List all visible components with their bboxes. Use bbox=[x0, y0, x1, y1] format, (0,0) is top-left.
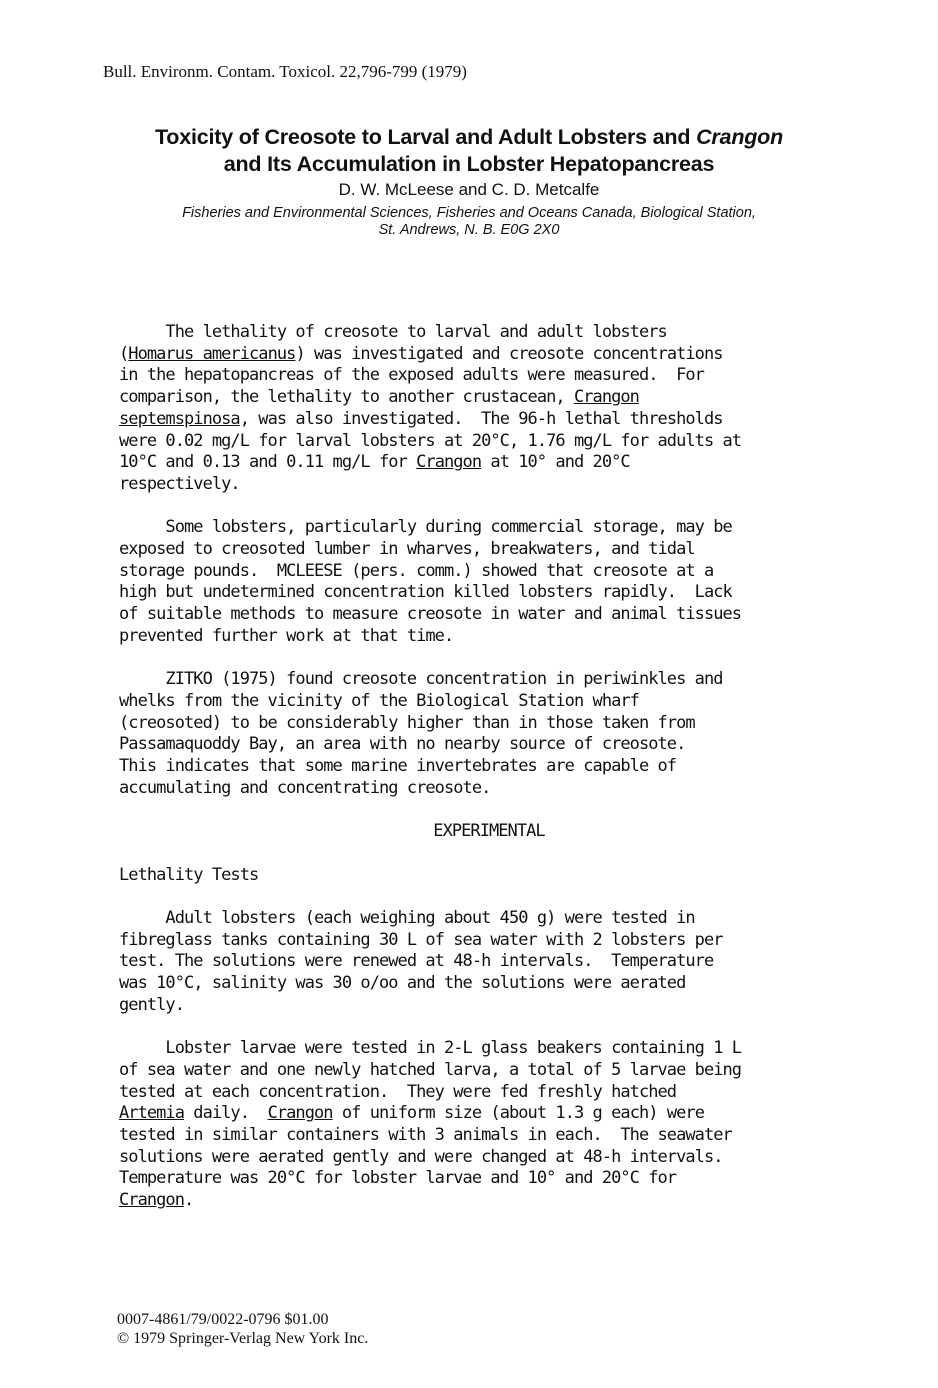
title-line-1-text: Toxicity of Creosote to Larval and Adult Lobsters and bbox=[154, 125, 697, 149]
paragraph-gap bbox=[119, 843, 859, 865]
text-line: gently. bbox=[119, 994, 184, 1015]
text-line: were 0.02 mg/L for larval lobsters at 20°C, 1.76 mg/L for adults at bbox=[119, 430, 742, 451]
text-line: high but undetermined concentration killed lobsters rapidly. Lack bbox=[119, 582, 732, 603]
text-line: Adult lobsters (each weighing about 450 g) were tested in bbox=[119, 907, 695, 928]
text-line: whelks from the vicinity of the Biological Station wharf bbox=[119, 690, 639, 711]
abstract-paragraph bbox=[119, 322, 859, 496]
text-line: prevented further work at that time. bbox=[119, 625, 454, 646]
text-line: of sea water and one newly hatched larva, a total of 5 larvae being bbox=[119, 1059, 742, 1080]
text-line: Lobster larvae were tested in 2-L glass beakers containing 1 L bbox=[119, 1038, 742, 1059]
paragraph-gap bbox=[119, 496, 859, 518]
text-line: was 10°C, salinity was 30 o/oo and the solutions were aerated bbox=[119, 973, 686, 994]
affiliation-line-2: St. Andrews, N. B. E0G 2X0 bbox=[378, 222, 560, 238]
species-name: septemspinosa bbox=[119, 408, 240, 429]
affiliation-line-1: Fisheries and Environmental Sciences, Fisheries and Oceans Canada, Biological Station, bbox=[182, 205, 756, 221]
copyright-line: © 1979 Springer-Verlag New York Inc. bbox=[117, 1330, 369, 1347]
text-line bbox=[119, 344, 859, 366]
text-line: exposed to creosoted lumber in wharves, breakwaters, and tidal bbox=[119, 539, 695, 560]
paragraph-gap bbox=[119, 799, 859, 821]
copyright-footer bbox=[117, 1310, 368, 1348]
text-line bbox=[119, 452, 859, 474]
species-name: Homarus americanus bbox=[128, 343, 296, 364]
text-line: Temperature was 20°C for lobster larvae and 10° and 20°C for bbox=[119, 1168, 677, 1189]
paper-title bbox=[60, 124, 878, 178]
text-line: This indicates that some marine invertebrates are capable of bbox=[119, 756, 677, 777]
text-fragment: ) was investigated and creosote concentrations bbox=[295, 343, 723, 364]
text-fragment: ( bbox=[119, 343, 129, 364]
text-line bbox=[119, 1190, 859, 1212]
text-fragment: 10°C and 0.13 and 0.11 mg/L for bbox=[119, 452, 417, 473]
text-line: of suitable methods to measure creosote in water and animal tissues bbox=[119, 604, 742, 625]
issn-line: 0007-4861/79/0022-0796 $01.00 bbox=[117, 1311, 329, 1328]
section-heading: EXPERIMENTAL bbox=[433, 821, 545, 842]
text-line bbox=[119, 409, 859, 431]
title-line-2: and Its Accumulation in Lobster Hepatopancreas bbox=[223, 152, 715, 176]
text-line: respectively. bbox=[119, 473, 240, 494]
body-text bbox=[119, 322, 859, 1212]
affiliation bbox=[60, 205, 878, 239]
title-italic-genus: Crangon bbox=[696, 125, 784, 149]
authors: D. W. McLeese and C. D. Metcalfe bbox=[338, 180, 600, 199]
species-name: Crangon bbox=[416, 452, 482, 473]
paragraph-3 bbox=[119, 669, 859, 799]
text-line bbox=[119, 1103, 859, 1125]
text-line: ZITKO (1975) found creosote concentration in periwinkles and bbox=[119, 669, 723, 690]
text-line: Some lobsters, particularly during commercial storage, may be bbox=[119, 517, 732, 538]
paragraph-gap bbox=[119, 886, 859, 908]
text-line: accumulating and concentrating creosote. bbox=[119, 777, 491, 798]
paragraph-4 bbox=[119, 908, 859, 1017]
title-line-1 bbox=[60, 124, 878, 151]
text-line: tested in similar containers with 3 animals in each. The seawater bbox=[119, 1124, 732, 1145]
paragraph-gap bbox=[119, 1016, 859, 1038]
text-fragment: comparison, the lethality to another crustacean, bbox=[119, 387, 574, 408]
species-name: Crangon bbox=[119, 1190, 184, 1211]
subsection-heading: Lethality Tests bbox=[119, 864, 259, 885]
text-line: (creosoted) to be considerably higher than in those taken from bbox=[119, 712, 695, 733]
species-name: Crangon bbox=[267, 1103, 333, 1124]
text-line: fibreglass tanks containing 30 L of sea water with 2 lobsters per bbox=[119, 929, 723, 950]
paragraph-gap bbox=[119, 648, 859, 670]
text-fragment: daily. bbox=[184, 1103, 268, 1124]
text-line: in the hepatopancreas of the exposed adults were measured. For bbox=[119, 365, 704, 386]
species-name: Artemia bbox=[119, 1103, 184, 1124]
text-line: solutions were aerated gently and were changed at 48-h intervals. bbox=[119, 1146, 723, 1167]
text-line: test. The solutions were renewed at 48-h intervals. Temperature bbox=[119, 951, 714, 972]
journal-reference: Bull. Environm. Contam. Toxicol. 22,796-799 (1979) bbox=[103, 62, 467, 81]
text-line: storage pounds. MCLEESE (pers. comm.) showed that creosote at a bbox=[119, 560, 714, 581]
text-fragment: at 10° and 20°C bbox=[481, 452, 630, 473]
text-line: The lethality of creosote to larval and adult lobsters bbox=[119, 322, 667, 342]
paragraph-2 bbox=[119, 517, 859, 647]
text-fragment: . bbox=[184, 1190, 194, 1211]
text-fragment: , was also investigated. The 96-h lethal thresholds bbox=[239, 408, 723, 429]
text-line: Passamaquoddy Bay, an area with no nearby source of creosote. bbox=[119, 734, 686, 755]
text-line: tested at each concentration. They were fed freshly hatched bbox=[119, 1081, 677, 1102]
text-line bbox=[119, 387, 859, 409]
species-name: Crangon bbox=[573, 387, 639, 408]
text-fragment: of uniform size (about 1.3 g each) were bbox=[332, 1103, 704, 1124]
paragraph-5 bbox=[119, 1038, 859, 1212]
